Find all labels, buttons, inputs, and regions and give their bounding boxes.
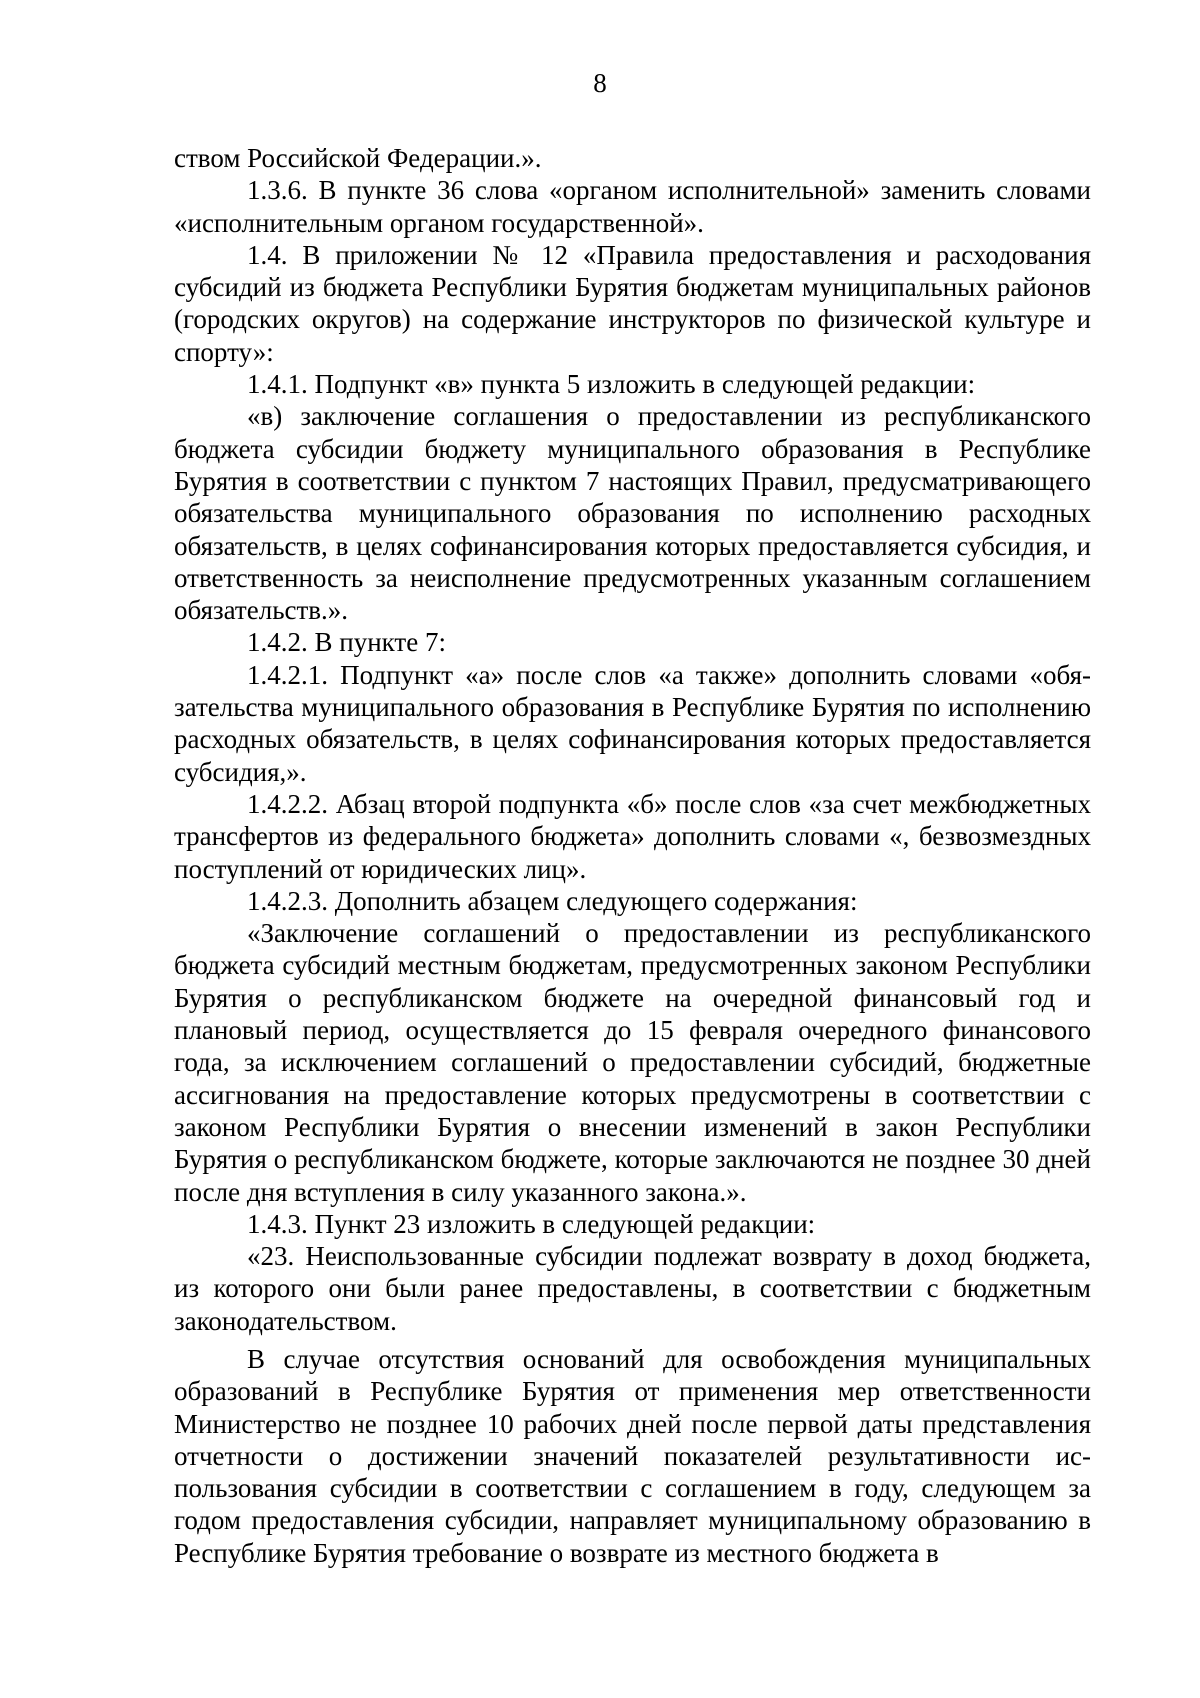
paragraph: 1.3.6. В пункте 36 слова «органом исполнительной» заменить словами «исполнительным органом государственной». [174, 175, 1091, 238]
paragraph: «в) заключение соглашения о предоставлении из республиканского бюджета субсидии бюджету муниципального образования в Республике Бурятия в соответствии с пунктом 7 настоящих Правил, предусматривающего обязательства муниципального образования по исполнению расходных обязательств, в целях софинансирования которых предоставляется субсидия, и ответственность за неисполнение предусмотренных указанным соглашением обязательств.». [174, 401, 1091, 626]
paragraph: 1.4.2.3. Дополнить абзацем следующего содержания: [247, 885, 858, 916]
document-body [174, 142, 1091, 1569]
paragraph: 1.4.2. В пункте 7: [247, 627, 446, 658]
paragraph: 1.4.1. Подпункт «в» пункта 5 изложить в следующей редакции: [247, 369, 976, 400]
paragraph: 1.4.3. Пункт 23 изложить в следующей редакции: [247, 1208, 816, 1239]
paragraph: ством Российской Федерации.». [174, 143, 542, 173]
paragraph: «Заключение соглашений о предоставлении из республиканского бюджета субсидий местным бюджетам, предусмотренных законом Республики Бурятия о республиканском бюджете на очередной финансовый год и плановый период, осуществляется до 15 февраля очередного финансового года, за исключением соглашений о предоставлении субсидий, бюджетные ассигнования на предоставление которых предусмотрены в соответствии с законом Республики Бурятия о внесении изменений в закон Республики Бурятия о республиканском бюджете, которые заключаются не позднее 30 дней после дня вступления в силу указанного закона.». [174, 918, 1091, 1207]
page-number: 8 [593, 68, 607, 98]
paragraph: 1.4.2.1. Подпункт «а» после слов «а также» дополнить словами «обязательства муниципального образования в Республике Бурятия по исполнению расходных обязательств, в целях софинансирования которых предоставляется субсидия,». [174, 659, 1091, 787]
paragraph: В случае отсутствия оснований для освобождения муниципальных образований в Республике Бурятия от применения мер ответственности Министерство не позднее 10 рабочих дней после первой даты представления отчетности о достижении значений показателей результативности использования субсидии в соответствии с соглашением в году, следующем за годом предоставления субсидии, направляет муниципальному образованию в Республике Бурятия требование о возврате из местного бюджета в [174, 1343, 1091, 1568]
paragraph: «23. Неиспользованные субсидии подлежат возврату в доход бюджета, из которого они были ранее предоставлены, в соответствии с бюджетным законодательством. [174, 1241, 1091, 1336]
paragraph: 1.4.2.2. Абзац второй подпункта «б» после слов «за счет межбюджетных трансфертов из федерального бюджета» дополнить словами «, безвозмездных поступлений от юридических лиц». [174, 788, 1091, 884]
paragraph: 1.4. В приложении № 12 «Правила предоставления и расходования субсидий из бюджета Республики Бурятия бюджетам муниципальных районов (городских округов) на содержание инструкторов по физической культуре и спорту»: [174, 239, 1091, 367]
